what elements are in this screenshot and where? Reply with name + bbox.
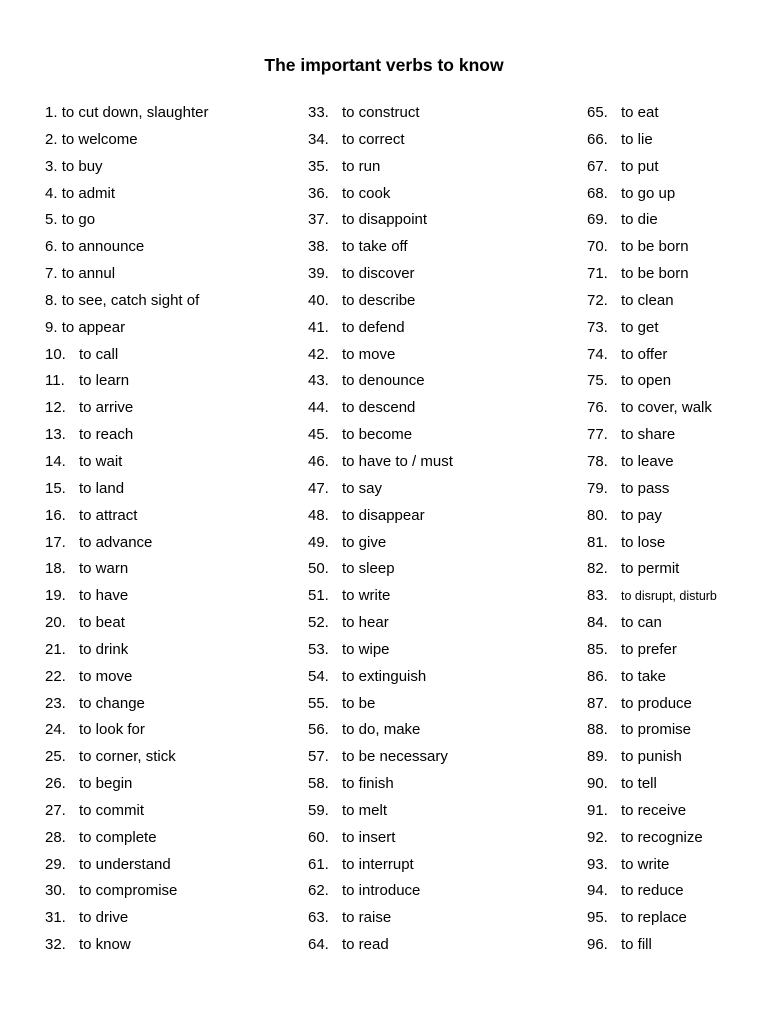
list-item xyxy=(308,207,453,234)
verb-text: to understand xyxy=(79,855,171,873)
item-number: 91. xyxy=(587,801,608,819)
verb-text: to punish xyxy=(621,748,682,766)
item-number: 61. xyxy=(308,855,329,873)
item-number: 77. xyxy=(587,426,608,444)
item-number: 65. xyxy=(587,104,608,121)
list-item xyxy=(308,610,453,637)
list-item xyxy=(587,637,717,664)
item-number: 26. xyxy=(45,775,66,793)
item-number: 41. xyxy=(308,318,329,336)
verb-text: to say xyxy=(342,479,383,497)
verb-text: to annul xyxy=(61,265,116,283)
item-number: 64. xyxy=(308,936,329,954)
item-number: 52. xyxy=(308,614,329,632)
verb-text: to run xyxy=(342,157,381,175)
verb-text: to read xyxy=(342,936,389,954)
item-number: 4. xyxy=(45,184,58,202)
verb-text: to wait xyxy=(79,452,123,470)
verb-text: to reduce xyxy=(621,882,684,900)
item-number: 53. xyxy=(308,640,329,658)
item-number: 37. xyxy=(308,211,329,229)
list-item xyxy=(308,530,453,557)
item-number: 90. xyxy=(587,775,608,793)
item-number: 20. xyxy=(45,614,66,632)
item-number: 56. xyxy=(308,721,329,739)
verb-text: to cut down, slaughter xyxy=(61,104,209,121)
list-item xyxy=(308,556,453,583)
verb-column-3 xyxy=(587,100,717,959)
item-number: 11. xyxy=(45,372,65,390)
verb-text: to learn xyxy=(79,372,130,390)
verb-text: to cook xyxy=(342,184,391,202)
item-number: 19. xyxy=(45,587,66,605)
verb-text: to introduce xyxy=(342,882,421,900)
verb-text: to take xyxy=(621,667,667,685)
item-number: 83. xyxy=(587,587,608,605)
list-item xyxy=(308,691,453,718)
list-item xyxy=(587,288,717,315)
list-item xyxy=(45,932,208,959)
verb-text: to change xyxy=(79,694,145,712)
item-number: 63. xyxy=(308,909,329,927)
list-item xyxy=(587,691,717,718)
verb-text: to clean xyxy=(621,291,674,309)
list-item xyxy=(45,503,208,530)
list-item xyxy=(587,744,717,771)
verb-text: to write xyxy=(342,587,391,605)
item-number: 28. xyxy=(45,828,66,846)
item-number: 50. xyxy=(308,560,329,578)
verb-text: to sleep xyxy=(342,560,395,578)
verb-text: to write xyxy=(621,855,670,873)
verb-text: to go xyxy=(61,211,96,229)
list-item xyxy=(45,261,208,288)
verb-text: to hear xyxy=(342,614,389,632)
item-number: 15. xyxy=(45,479,66,497)
verb-text: to complete xyxy=(79,828,157,846)
verb-text: to compromise xyxy=(79,882,178,900)
item-number: 13. xyxy=(45,426,66,444)
item-number: 30. xyxy=(45,882,66,900)
list-item xyxy=(45,154,208,181)
item-number: 72. xyxy=(587,291,608,309)
item-number: 18. xyxy=(45,560,66,578)
item-number: 80. xyxy=(587,506,608,524)
list-item xyxy=(45,556,208,583)
item-number: 95. xyxy=(587,909,608,927)
list-item xyxy=(45,744,208,771)
verb-text: to become xyxy=(342,426,413,444)
list-item xyxy=(45,127,208,154)
list-item xyxy=(308,932,453,959)
list-item xyxy=(45,637,208,664)
verb-text: to disappoint xyxy=(342,211,428,229)
item-number: 27. xyxy=(45,801,66,819)
list-item xyxy=(587,181,717,208)
item-number: 39. xyxy=(308,265,329,283)
item-number: 3. xyxy=(45,157,58,175)
verb-text: to see, catch sight of xyxy=(61,291,200,309)
list-item xyxy=(587,127,717,154)
verb-text: to warn xyxy=(79,560,129,578)
list-item xyxy=(308,637,453,664)
verb-text: to be xyxy=(342,694,376,712)
item-number: 43. xyxy=(308,372,329,390)
list-item xyxy=(308,717,453,744)
verb-text: to promise xyxy=(621,721,692,739)
verb-text: to commit xyxy=(79,801,145,819)
verb-text: to describe xyxy=(342,291,416,309)
verb-text: to die xyxy=(621,211,658,229)
list-item xyxy=(308,368,453,395)
list-item xyxy=(587,932,717,959)
item-number: 8. xyxy=(45,291,58,309)
list-item xyxy=(308,583,453,610)
list-item xyxy=(587,422,717,449)
item-number: 78. xyxy=(587,452,608,470)
list-item xyxy=(308,288,453,315)
item-number: 9. xyxy=(45,318,58,336)
list-item xyxy=(587,261,717,288)
verb-text: to offer xyxy=(621,345,668,363)
verb-text: to look for xyxy=(79,721,145,739)
item-number: 36. xyxy=(308,184,329,202)
list-item xyxy=(45,825,208,852)
item-number: 12. xyxy=(45,399,66,417)
item-number: 24. xyxy=(45,721,66,739)
verb-text: to welcome xyxy=(61,130,138,148)
verb-column-2 xyxy=(308,100,453,959)
verb-text: to construct xyxy=(342,104,420,121)
list-item xyxy=(308,798,453,825)
verb-text: to melt xyxy=(342,801,388,819)
verb-text: to be born xyxy=(621,238,689,256)
verb-text: to know xyxy=(79,936,131,954)
verb-text: to admit xyxy=(61,184,116,202)
item-number: 62. xyxy=(308,882,329,900)
verb-text: to tell xyxy=(621,775,657,793)
verb-text: to leave xyxy=(621,452,674,470)
item-number: 79. xyxy=(587,479,608,497)
item-number: 38. xyxy=(308,238,329,256)
item-number: 45. xyxy=(308,426,329,444)
list-item xyxy=(587,315,717,342)
list-item xyxy=(45,395,208,422)
list-item xyxy=(587,771,717,798)
item-number: 82. xyxy=(587,560,608,578)
item-number: 58. xyxy=(308,775,329,793)
list-item xyxy=(45,234,208,261)
list-item xyxy=(308,422,453,449)
list-item xyxy=(587,449,717,476)
item-number: 21. xyxy=(45,640,66,658)
item-number: 6. xyxy=(45,238,58,256)
verb-text: to lie xyxy=(621,130,653,148)
item-number: 76. xyxy=(587,399,608,417)
verb-text: to lose xyxy=(621,533,666,551)
list-item xyxy=(587,825,717,852)
item-number: 84. xyxy=(587,614,608,632)
list-item xyxy=(308,342,453,369)
item-number: 59. xyxy=(308,801,329,819)
verb-text: to put xyxy=(621,157,659,175)
list-item xyxy=(587,154,717,181)
verb-text: to do, make xyxy=(342,721,421,739)
item-number: 87. xyxy=(587,694,608,712)
verb-text: to cover, walk xyxy=(621,399,712,417)
list-item xyxy=(308,852,453,879)
verb-text: to buy xyxy=(61,157,103,175)
verb-text: to beat xyxy=(79,614,125,632)
verb-text: to open xyxy=(621,372,672,390)
verb-text: to receive xyxy=(621,801,687,819)
list-item xyxy=(45,288,208,315)
verb-text: to fill xyxy=(621,936,652,954)
list-item xyxy=(308,476,453,503)
list-item xyxy=(308,503,453,530)
list-item xyxy=(308,315,453,342)
verb-text: to interrupt xyxy=(342,855,414,873)
verb-text: to finish xyxy=(342,775,394,793)
list-item xyxy=(308,154,453,181)
item-number: 10. xyxy=(45,345,66,363)
list-item xyxy=(587,664,717,691)
verb-text: to reach xyxy=(79,426,134,444)
list-item xyxy=(587,100,717,127)
item-number: 66. xyxy=(587,130,608,148)
verb-text: to prefer xyxy=(621,640,677,658)
list-item xyxy=(308,234,453,261)
verb-text: to pass xyxy=(621,479,670,497)
verb-text: to give xyxy=(342,533,387,551)
verb-text: to move xyxy=(342,345,396,363)
item-number: 54. xyxy=(308,667,329,685)
verb-text: to advance xyxy=(79,533,153,551)
item-number: 57. xyxy=(308,748,329,766)
item-number: 93. xyxy=(587,855,608,873)
list-item xyxy=(308,395,453,422)
verb-text: to share xyxy=(621,426,676,444)
list-item xyxy=(308,127,453,154)
verb-text: to defend xyxy=(342,318,405,336)
verb-text: to denounce xyxy=(342,372,425,390)
item-number: 2. xyxy=(45,130,58,148)
item-number: 49. xyxy=(308,533,329,551)
verb-text: to disappear xyxy=(342,506,425,524)
list-item xyxy=(45,717,208,744)
list-item xyxy=(308,878,453,905)
list-item xyxy=(587,395,717,422)
item-number: 55. xyxy=(308,694,329,712)
item-number: 22. xyxy=(45,667,66,685)
list-item xyxy=(45,530,208,557)
item-number: 14. xyxy=(45,452,66,470)
list-item xyxy=(308,771,453,798)
verb-text: to be born xyxy=(621,265,689,283)
verb-text: to descend xyxy=(342,399,416,417)
list-item xyxy=(308,181,453,208)
item-number: 17. xyxy=(45,533,66,551)
list-item xyxy=(587,503,717,530)
verb-text: to get xyxy=(621,318,659,336)
item-number: 7. xyxy=(45,265,58,283)
verb-text: to attract xyxy=(79,506,138,524)
list-item xyxy=(587,476,717,503)
item-number: 60. xyxy=(308,828,329,846)
verb-text: to land xyxy=(79,479,125,497)
item-number: 1. xyxy=(45,104,58,121)
item-number: 92. xyxy=(587,828,608,846)
verb-text: to begin xyxy=(79,775,133,793)
list-item xyxy=(587,610,717,637)
item-number: 34. xyxy=(308,130,329,148)
verb-column-1 xyxy=(45,100,208,959)
item-number: 69. xyxy=(587,211,608,229)
verb-text: to corner, stick xyxy=(79,748,176,766)
list-item xyxy=(587,798,717,825)
list-item xyxy=(45,422,208,449)
verb-text: to correct xyxy=(342,130,405,148)
item-number: 47. xyxy=(308,479,329,497)
item-number: 42. xyxy=(308,345,329,363)
list-item xyxy=(45,583,208,610)
list-item xyxy=(45,449,208,476)
verb-text: to produce xyxy=(621,694,692,712)
list-item xyxy=(45,691,208,718)
list-item xyxy=(45,181,208,208)
item-number: 85. xyxy=(587,640,608,658)
list-item xyxy=(587,905,717,932)
list-item xyxy=(587,530,717,557)
item-number: 48. xyxy=(308,506,329,524)
item-number: 44. xyxy=(308,399,329,417)
list-item xyxy=(45,342,208,369)
list-item xyxy=(308,825,453,852)
verb-text: to appear xyxy=(61,318,126,336)
item-number: 31. xyxy=(45,909,66,927)
verb-text: to wipe xyxy=(342,640,390,658)
verb-text: to pay xyxy=(621,506,662,524)
verb-text: to arrive xyxy=(79,399,134,417)
list-item xyxy=(587,368,717,395)
verb-text: to be necessary xyxy=(342,748,448,766)
list-item xyxy=(45,798,208,825)
verb-text: to replace xyxy=(621,909,687,927)
verb-text: to eat xyxy=(621,104,659,121)
verb-text: to disrupt, disturb xyxy=(621,589,717,604)
item-number: 33. xyxy=(308,104,329,121)
item-number: 81. xyxy=(587,533,608,551)
list-item xyxy=(45,905,208,932)
verb-text: to drink xyxy=(79,640,129,658)
verb-text: to take off xyxy=(342,238,408,256)
list-item xyxy=(45,476,208,503)
verb-text: to can xyxy=(621,614,662,632)
verb-text: to go up xyxy=(621,184,676,202)
list-item xyxy=(45,771,208,798)
list-item xyxy=(308,100,453,127)
item-number: 29. xyxy=(45,855,66,873)
verb-text: to recognize xyxy=(621,828,703,846)
verb-text: to discover xyxy=(342,265,415,283)
item-number: 16. xyxy=(45,506,66,524)
list-item xyxy=(308,664,453,691)
list-item xyxy=(45,207,208,234)
item-number: 46. xyxy=(308,452,329,470)
verb-text: to raise xyxy=(342,909,392,927)
verb-text: to have to / must xyxy=(342,452,453,470)
item-number: 94. xyxy=(587,882,608,900)
list-item xyxy=(308,744,453,771)
item-number: 75. xyxy=(587,372,608,390)
list-item xyxy=(45,852,208,879)
item-number: 73. xyxy=(587,318,608,336)
list-item xyxy=(45,368,208,395)
list-item xyxy=(45,315,208,342)
verb-text: to insert xyxy=(342,828,396,846)
verb-text: to move xyxy=(79,667,133,685)
list-item xyxy=(587,878,717,905)
item-number: 88. xyxy=(587,721,608,739)
item-number: 23. xyxy=(45,694,66,712)
list-item xyxy=(587,556,717,583)
item-number: 25. xyxy=(45,748,66,766)
verb-text: to announce xyxy=(61,238,145,256)
item-number: 71. xyxy=(587,265,608,283)
list-item xyxy=(587,583,717,610)
item-number: 32. xyxy=(45,936,66,954)
list-item xyxy=(308,905,453,932)
list-item xyxy=(45,610,208,637)
item-number: 5. xyxy=(45,211,58,229)
list-item xyxy=(308,261,453,288)
list-item xyxy=(45,878,208,905)
item-number: 67. xyxy=(587,157,608,175)
list-item xyxy=(587,717,717,744)
item-number: 68. xyxy=(587,184,608,202)
verb-text: to call xyxy=(79,345,119,363)
item-number: 96. xyxy=(587,936,608,954)
item-number: 35. xyxy=(308,157,329,175)
list-item xyxy=(587,852,717,879)
list-item xyxy=(45,664,208,691)
list-item xyxy=(587,342,717,369)
list-item xyxy=(45,100,208,127)
item-number: 40. xyxy=(308,291,329,309)
verb-text: to have xyxy=(79,587,129,605)
item-number: 51. xyxy=(308,587,329,605)
verb-text: to extinguish xyxy=(342,667,427,685)
item-number: 74. xyxy=(587,345,608,363)
item-number: 86. xyxy=(587,667,608,685)
page-title: The important verbs to know xyxy=(264,55,504,75)
list-item xyxy=(587,234,717,261)
verb-text: to drive xyxy=(79,909,129,927)
item-number: 70. xyxy=(587,238,608,256)
item-number: 89. xyxy=(587,748,608,766)
list-item xyxy=(308,449,453,476)
list-item xyxy=(587,207,717,234)
verb-text: to permit xyxy=(621,560,680,578)
